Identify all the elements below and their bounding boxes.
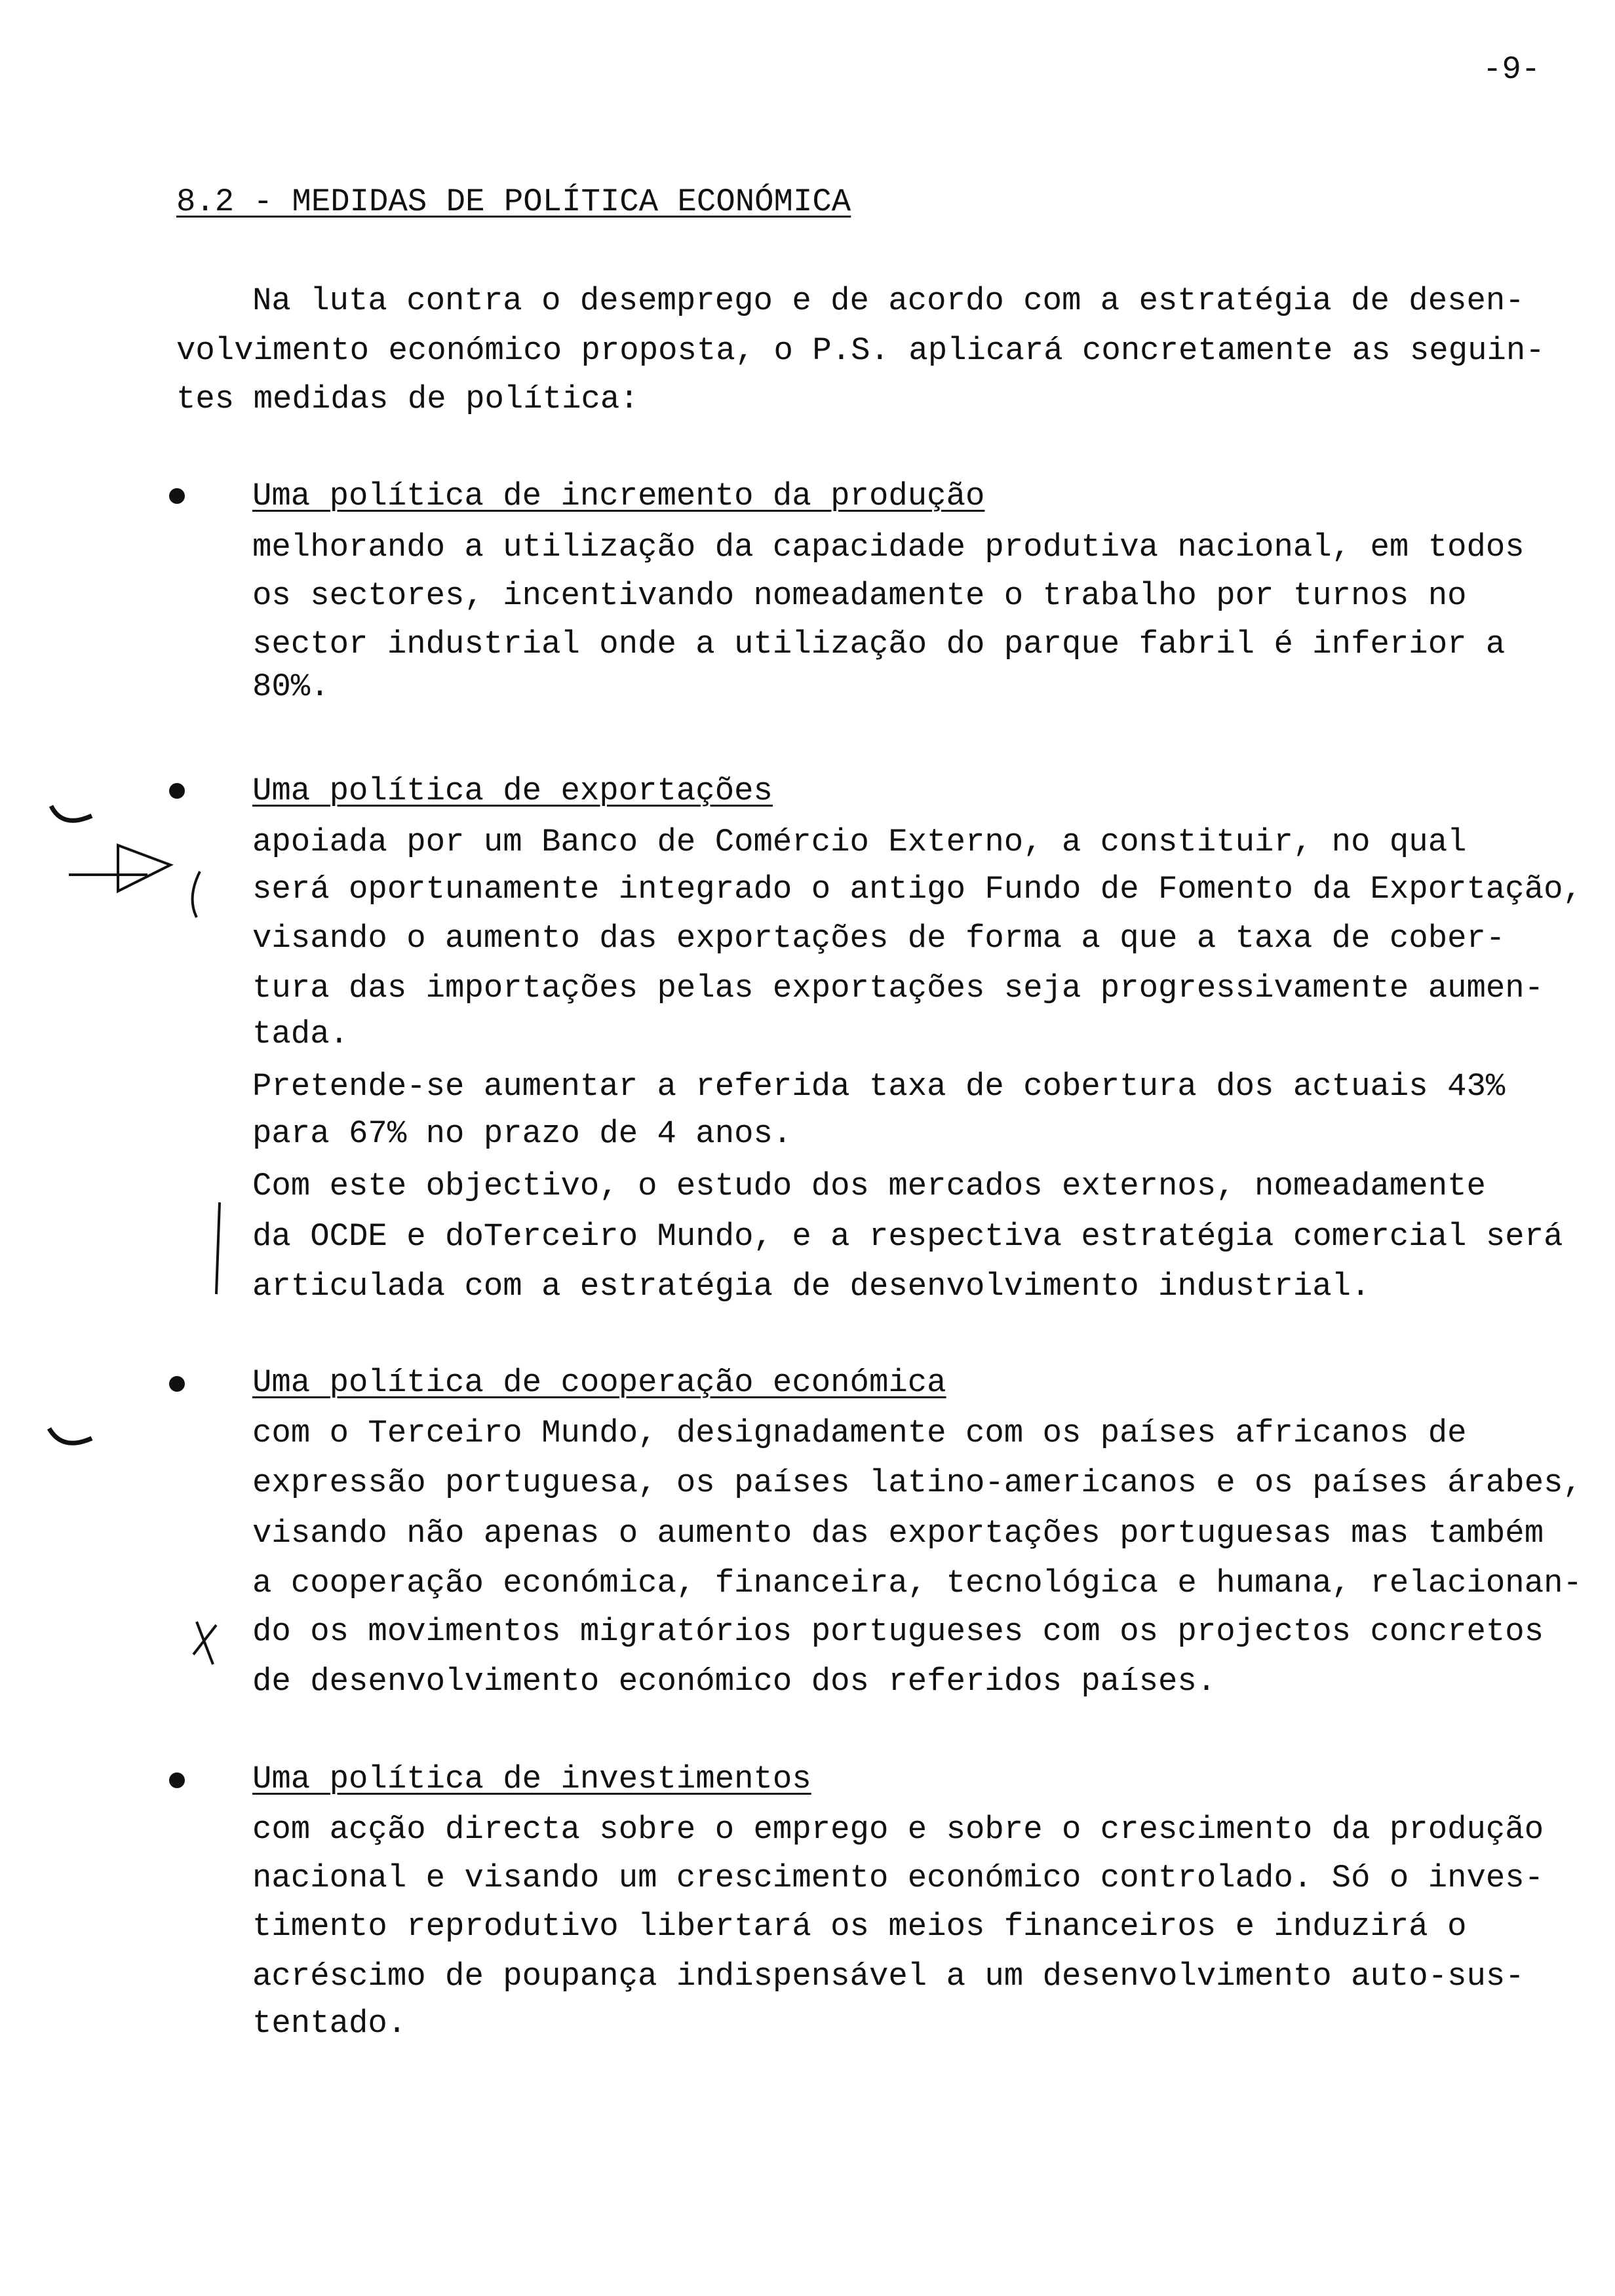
bullet-heading: Uma política de incremento da produção <box>252 478 985 514</box>
margin-line-icon <box>216 1202 220 1294</box>
bullet-heading: Uma política de exportações <box>252 773 773 809</box>
arrow-icon <box>69 845 170 891</box>
bullet-line: expressão portuguesa, os países latino-americanos e os países árabes, <box>252 1464 1582 1501</box>
section-title: 8.2 - MEDIDAS DE POLÍTICA ECONÓMICA <box>176 183 851 220</box>
check-mark-icon <box>49 1428 92 1443</box>
bullet-line: do os movimentos migratórios portugueses com os projectos concretos <box>252 1613 1544 1650</box>
bullet-line: para 67% no prazo de 4 anos. <box>252 1115 792 1152</box>
bullet-line: acréscimo de poupança indispensável a um desenvolvimento auto-sus- <box>252 1958 1525 1995</box>
cross-mark-icon <box>193 1622 216 1664</box>
bullet-line: a cooperação económica, financeira, tecnológica e humana, relacionan- <box>252 1565 1582 1601</box>
bullet-line: os sectores, incentivando nomeadamente o trabalho por turnos no <box>252 577 1467 614</box>
check-mark-icon <box>51 806 92 820</box>
bullet-line: nacional e visando um crescimento económico controlado. Só o inves- <box>252 1860 1544 1896</box>
bullet-line: articulada com a estratégia de desenvolvimento industrial. <box>252 1268 1371 1305</box>
bullet-line: 80%. <box>252 668 330 705</box>
bullet-line: visando o aumento das exportações de forma a que a taxa de cober- <box>252 920 1506 957</box>
page-number: -9- <box>1483 51 1541 88</box>
bracket-mark-icon <box>193 871 200 917</box>
bullet-line: sector industrial onde a utilização do parque fabril é inferior a <box>252 626 1506 662</box>
bullet-line: da OCDE e doTerceiro Mundo, e a respectiva estratégia comercial será <box>252 1218 1563 1255</box>
intro-line: tes medidas de política: <box>176 381 639 417</box>
intro-line: volvimento económico proposta, o P.S. aplicará concretamente as seguin- <box>176 332 1545 369</box>
bullet-line: Pretende-se aumentar a referida taxa de cobertura dos actuais 43% <box>252 1068 1506 1105</box>
bullet-line: tada. <box>252 1016 349 1052</box>
bullet-heading: Uma política de cooperação económica <box>252 1364 946 1401</box>
intro-line: Na luta contra o desemprego e de acordo com a estratégia de desen- <box>252 282 1525 319</box>
bullet-line: melhorando a utilização da capacidade produtiva nacional, em todos <box>252 529 1525 565</box>
bullet-line: tentado. <box>252 2005 407 2042</box>
bullet-line: de desenvolvimento económico dos referidos países. <box>252 1663 1216 1700</box>
bullet-heading: Uma política de investimentos <box>252 1761 811 1797</box>
bullet-line: com o Terceiro Mundo, designadamente com os países africanos de <box>252 1415 1467 1451</box>
bullet-line: Com este objectivo, o estudo dos mercados externos, nomeadamente <box>252 1168 1486 1204</box>
bullet-line: timento reprodutivo libertará os meios financeiros e induzirá o <box>252 1908 1467 1945</box>
bullet-line: apoiada por um Banco de Comércio Externo, a constituir, no qual <box>252 824 1467 860</box>
bullet-line: será oportunamente integrado o antigo Fundo de Fomento da Exportação, <box>252 871 1582 908</box>
bullet-line: visando não apenas o aumento das exportações portuguesas mas também <box>252 1515 1544 1552</box>
bullet-line: com acção directa sobre o emprego e sobre o crescimento da produção <box>252 1811 1544 1848</box>
bullet-line: tura das importações pelas exportações seja progressivamente aumen- <box>252 970 1544 1006</box>
